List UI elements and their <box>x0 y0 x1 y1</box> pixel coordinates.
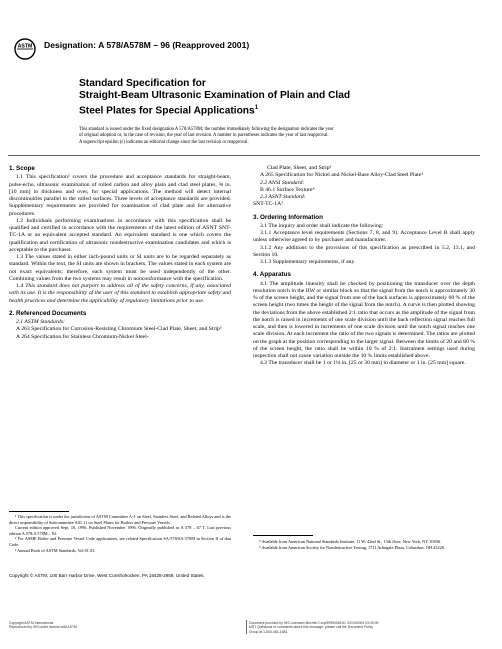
footnote-5: ⁵ Available from American Society for Nondestructive Testing, 1711 Arlingate Plaza, Columbus, OH 43228. <box>259 544 445 550</box>
header-rule <box>8 155 480 156</box>
footnotes-right <box>253 539 475 550</box>
para-1-4: 1.4 This standard does not purport to address all of the safety concerns, if any, associated with its use. It is the responsibility of the user of this standard to establish appropriate safety and health practices and determine the applicability of regulatory limitations prior to use. <box>9 283 231 304</box>
para-1-2: 1.2 Individuals performing examinations in accordance with this specification shall be qualified and certified in accordance with the requirements of the latest edition of ASNT SNT-TC-1A or an equivalent accepted standard. An equivalent standard is one which covers the qualification and certification of ultrasonic nondestructive examination candidates and which is acceptable to the purchaser. <box>9 217 231 253</box>
para-2-3: 2.3 ASNT Standard: <box>260 194 306 200</box>
copyright-line: Copyright © ASTM, 100 Barr Harbor Drive, West Conshohocken, PA 19428-2959, United States. <box>9 573 205 578</box>
notice-line-1: This standard is issued under the fixed designation A 578/A578M; the number immediately following the designation indicates the year <box>79 127 334 132</box>
ref-b46: B 46.1 Surface Texture⁴ <box>260 186 315 193</box>
faint-mark: · · · · · · · · · · · · · · · <box>218 603 271 608</box>
left-column <box>9 165 231 341</box>
footnote-3: ³ Annual Book of ASTM Standards, Vol 01.03. <box>15 547 96 553</box>
right-column <box>253 165 475 368</box>
title-footnote-mark: 1 <box>254 105 259 111</box>
para-3-1: 3.1 The inquiry and order shall indicate the following: <box>260 222 384 229</box>
ordering-heading: 3. Ordering Information <box>253 213 323 221</box>
notice-line-2: of original adoption or, in the case of revision, the year of last revision. A number in parentheses indicates the year of last reapproval. <box>79 133 329 139</box>
title-line-2: Straight-Beam Ultrasonic Examination of Plain and Clad <box>79 90 351 101</box>
referenced-documents-heading: 2. Referenced Documents <box>9 309 87 317</box>
issuance-notice <box>79 127 449 146</box>
ref-snt: SNT-TC-1A⁵ <box>253 201 284 208</box>
para-1-1: 1.1 This specification² covers the procedure and acceptance standards for straight-beam, pulse-echo, ultrasonic examination of rolled carbon and alloy plain and clad steel plates, ⅜ in. [10 mm] in thickness and over, for special applications. The method will detect internal discontinuities parallel to the rolled surfaces. Three levels of acceptance standards are provided. Supplementary requirements are provided for examination of clad plate and for alternative procedures. <box>9 174 231 217</box>
ref-a263: A 263 Specification for Corrosion-Resisting Chromium Steel-Clad Plate, Sheet, and Strip³ <box>16 326 222 333</box>
footer-separator <box>246 620 247 634</box>
footnote-1b: Current edition approved Sept. 10, 1996. Published November 1996. Originally published as A 578 – 67 T. Last previous edition A 578/A 578M – 92. <box>9 525 231 536</box>
para-2-2: 2.2 ANSI Standard: <box>260 179 305 186</box>
footer-right-line-1: Document provided by IHS Licensee=Bechtel Corp/9999056100, 02/19/2004 03:49:09 <box>249 621 379 625</box>
footnote-4: ⁴ Available from American National Standards Institute, 11 W. 42nd St., 13th floor, New York, NY 10036. <box>259 539 442 544</box>
footnote-1a: ¹ This specification is under the jurisdiction of ASTM Committee A-1 on Steel, Stainless Steel, and Related Alloys and is the direct responsibility of Subcommittee A01.11 on Steel Plates for Boilers and Pressure Vessels. <box>9 514 231 525</box>
para-3-1-2: 3.1.2 Any additions to the provisions of this specification as prescribed in 5.2, 13.1, and Section 10. <box>253 244 475 258</box>
designation: Designation: A 578/A578M – 96 (Reapproved 2001) <box>44 40 250 50</box>
footnote-rule-right <box>253 535 313 536</box>
para-3-1-1: 3.1.1 Acceptance level requirements (Sections 7, 8, and 9). Acceptance Level B shall apply unless otherwise agreed to by purchaser and manufacturer. <box>253 230 475 244</box>
footer-left-line-1: Copyright ASTM International <box>9 621 54 625</box>
notice-line-3: A superscript epsilon (ε) indicates an editorial change since the last revision or reapproval. <box>79 139 249 145</box>
footnotes-left <box>9 514 231 553</box>
para-4-2: 4.2 The transducer shall be 1 or 1⅛ in. [25 or 30 mm] in diameter or 1 in. [25 mm] square. <box>260 360 466 367</box>
astm-logo-text: ASTM <box>17 43 33 50</box>
title-line-3 <box>79 102 459 117</box>
ref-a265: A 265 Specification for Nickel and Nickel-Base Alloy-Clad Steel Plate³ <box>260 172 423 179</box>
footer-right <box>249 621 419 634</box>
astm-logo <box>14 38 36 60</box>
para-3-1-3: 3.1.3 Supplementary requirements, if any. <box>260 259 356 265</box>
footer-left <box>9 621 77 630</box>
ref-a264-end: Clad Plate, Sheet, and Strip³ <box>267 165 332 171</box>
footnote-rule <box>9 511 69 512</box>
para-2-1: 2.1 ASTM Standards: <box>16 319 65 325</box>
footnote-2: ² For ASME Boiler and Pressure Vessel Code applications, see related Specification SA-578/SA-578M in Section II of that Code. <box>9 536 231 547</box>
document-title <box>79 78 459 117</box>
title-line-1: Standard Specification for <box>79 78 206 89</box>
footer-right-line-2: MST Questions or comments about this message: please call the Document Policy <box>249 625 374 630</box>
footer-right-line-3: Group at 1-800-451-1584. <box>249 629 289 634</box>
ref-a264-start: A 264 Specification for Stainless Chromium-Nickel Steel- <box>16 333 149 340</box>
title-line-3-text: Steel Plates for Special Applications <box>79 105 255 117</box>
apparatus-heading: 4. Apparatus <box>253 271 291 279</box>
scope-heading: 1. Scope <box>9 165 35 172</box>
footer-left-line-2: Reproduced by IHS under license with ASTM <box>9 625 77 630</box>
para-4-1: 4.1 The amplitude linearity shall be checked by positioning the transducer over the depth resolution notch in the IIW or similar block so that the signal from the notch is approximately 30 % of the screen height, and the signal from one of the back surfaces is approximately 60 % of the screen height (two times the height of the signal from the notch). A curve is then plotted showing the deviations from the above established 2:1 ratio that occurs as the amplitude of the signal from the notch is raised in increments of one scale division until the back reflection signal reaches full scale, and then is lowered in increments of one scale division until the notch signal reaches one scale division. At each increment the ratio of the two signals is determined. The ratios are plotted on the graph at the position corresponding to the larger signal. Between the limits of 20 and 80 % of the screen height, the ratio shall be within 10 % of 2:1. Instrument settings used during inspection shall not cause variation outside the 10 % limits established above. <box>253 280 475 359</box>
para-1-3: 1.3 The values stated in either inch-pound units or SI units are to be regarded separately as standard. Within the text, the SI units are shown in brackets. The values stated in each system are not exact equivalents; therefore, each system must be used independently of the other. Combining values from the two systems may result in nonconformance with the specification. <box>9 254 231 282</box>
